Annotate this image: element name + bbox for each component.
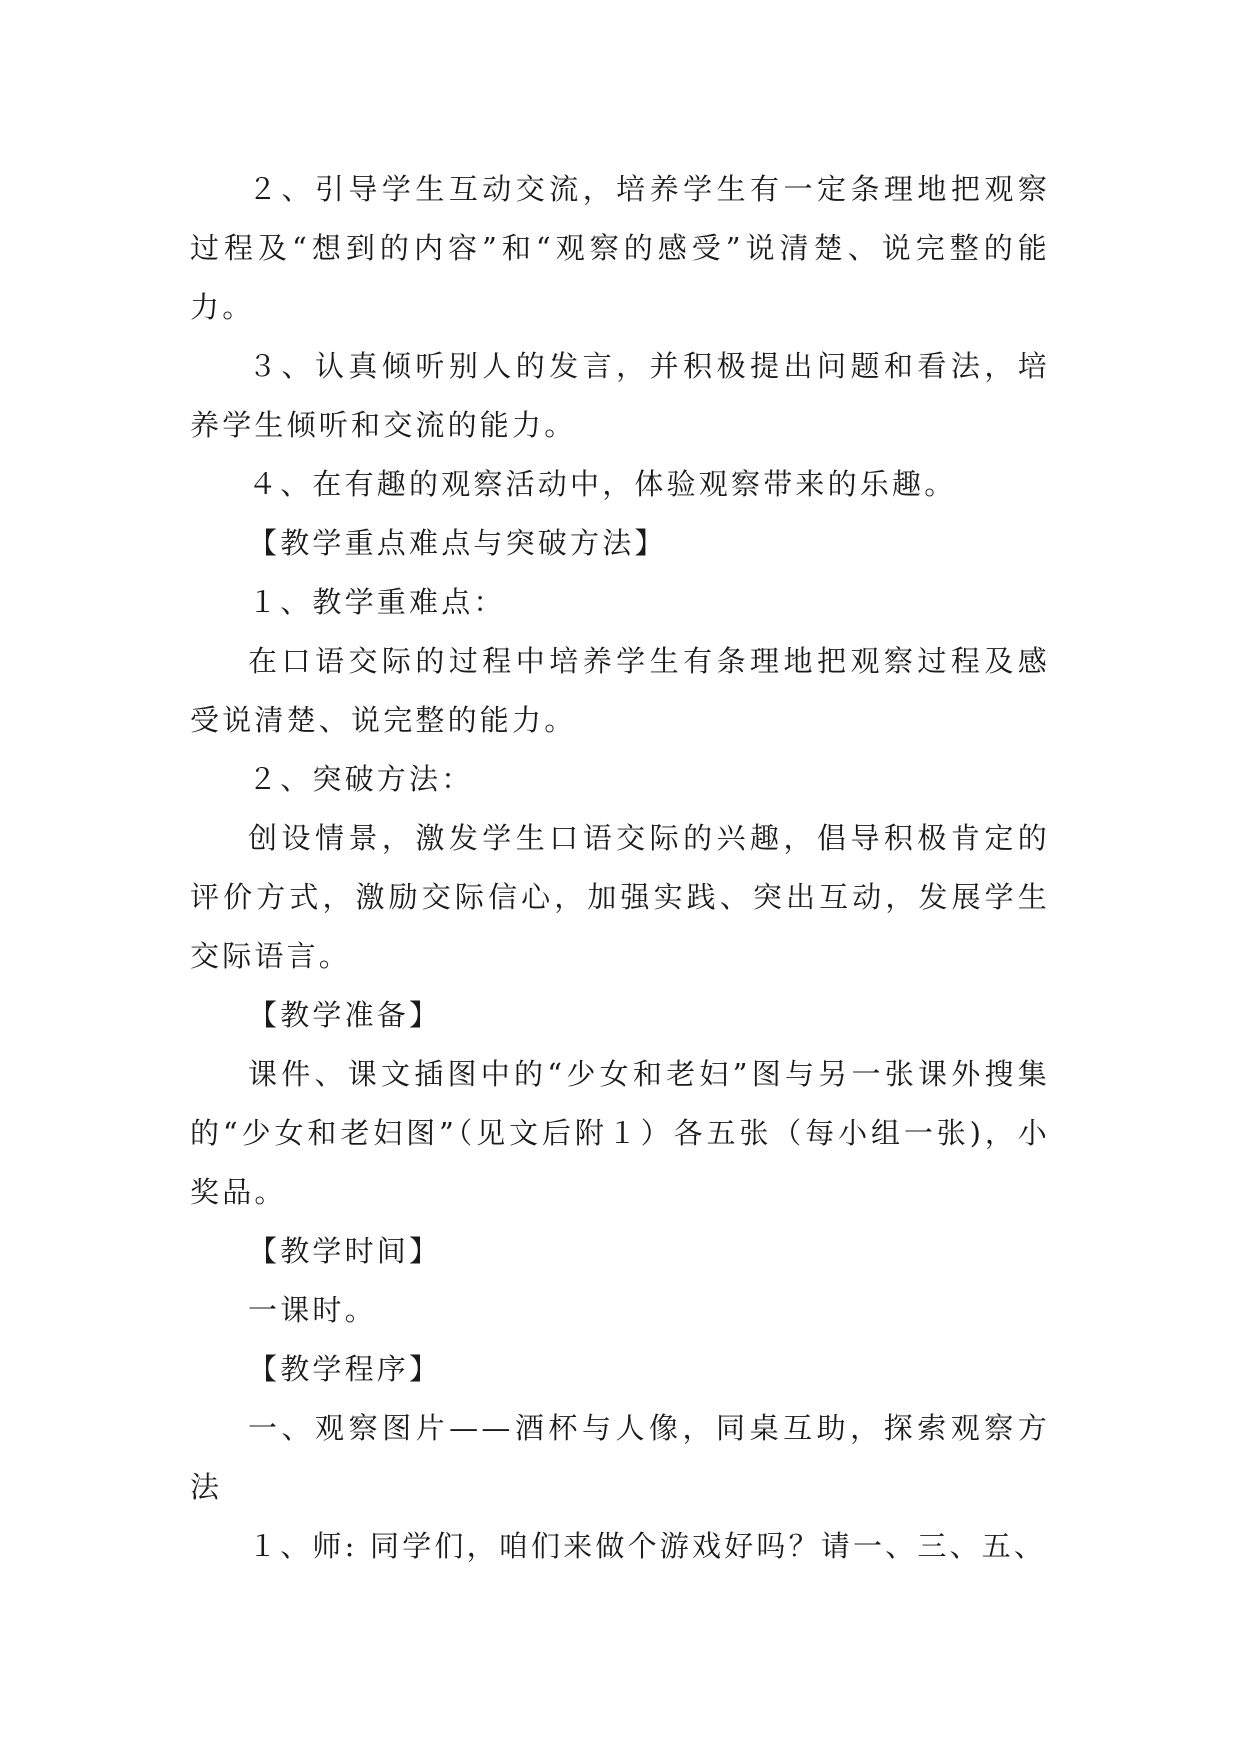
paragraph-procedure-step-1: 一、观察图片——酒杯与人像，同桌互助，探索观察方法: [190, 1411, 1050, 1504]
paragraph-goal-4: ４、在有趣的观察活动中，体验观察带来的乐趣。: [248, 467, 957, 501]
paragraph-procedure-item-1: １、师: 同学们，咱们来做个游戏好吗？请一、三、五、: [248, 1529, 1047, 1563]
section-heading-time: 【教学时间】: [248, 1234, 442, 1268]
paragraph-methods-label: ２、突破方法：: [248, 762, 474, 796]
section-heading-key-points: 【教学重点难点与突破方法】: [248, 526, 667, 560]
paragraph-key-points-text: 在口语交际的过程中培养学生有条理地把观察过程及感受说清楚、说完整的能力。: [190, 644, 1050, 737]
paragraph-preparation-text: 课件、课文插图中的“少女和老妇”图与另一张课外搜集的“少女和老妇图”（见文后附１）各五张（每小组一张)，小奖品。: [190, 1057, 1050, 1209]
section-heading-preparation: 【教学准备】: [248, 998, 442, 1032]
paragraph-time-text: 一课时。: [248, 1293, 377, 1327]
paragraph-goal-3: ３、认真倾听别人的发言，并积极提出问题和看法，培养学生倾听和交流的能力。: [190, 349, 1050, 442]
document-body: [190, 160, 1050, 1576]
paragraph-key-points-label: １、教学重难点：: [248, 585, 506, 619]
section-heading-procedure: 【教学程序】: [248, 1352, 442, 1386]
paragraph-methods-text: 创设情景，激发学生口语交际的兴趣，倡导积极肯定的评价方式，激励交际信心，加强实践、突出互动，发展学生交际语言。: [190, 821, 1050, 973]
paragraph-goal-2: ２、引导学生互动交流，培养学生有一定条理地把观察过程及“想到的内容”和“观察的感受”说清楚、说完整的能力。: [190, 172, 1050, 324]
